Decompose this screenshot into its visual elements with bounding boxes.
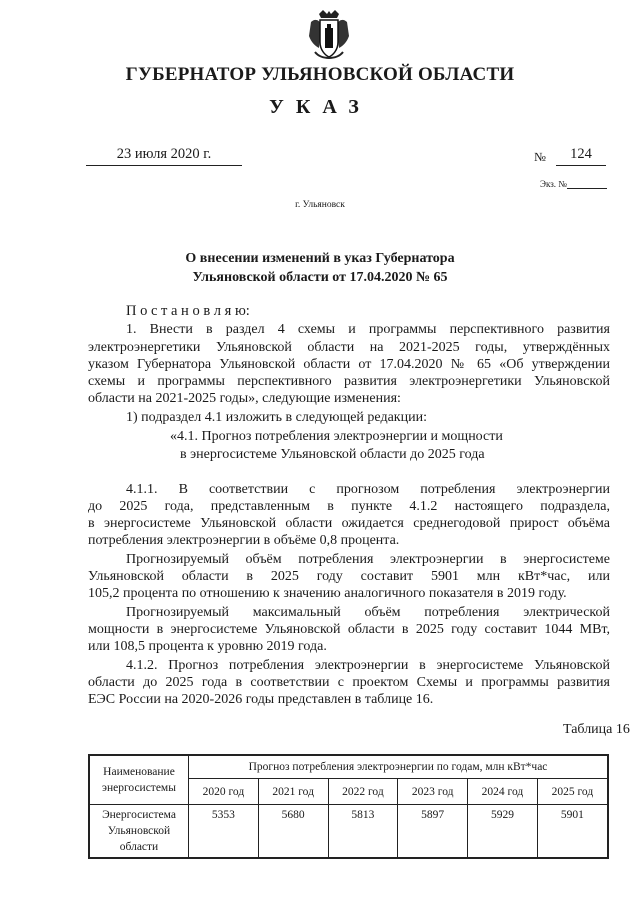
year-header: 2025 год <box>537 779 608 805</box>
governor-title: ГУБЕРНАТОР УЛЬЯНОВСКОЙ ОБЛАСТИ <box>125 64 515 85</box>
body-line: 4.1.2. Прогноз потребления электроэнергии в энергосистеме Ульяновской <box>126 658 610 673</box>
copy-label: Экз. № <box>540 179 567 189</box>
body-line: ЕЭС России на 2020-2026 годы представлен в таблице 16. <box>88 692 434 707</box>
value-cell: 5353 <box>189 805 259 859</box>
subject-line: Ульяновской области от 17.04.2020 № 65 <box>192 270 448 285</box>
forecast-group-header: Прогноз потребления электроэнергии по годам, млн кВт*час <box>189 755 609 779</box>
city: г. Ульяновск <box>295 200 345 210</box>
decree-heading: УКАЗ <box>269 96 371 118</box>
section-title: в энергосистеме Ульяновской области до 2025 года <box>180 447 485 462</box>
copy-blank-line <box>567 179 607 189</box>
body-line: мощности в энергосистеме Ульяновской области в 2025 году составит 1044 МВт, <box>88 622 610 637</box>
value-cell: 5680 <box>258 805 328 859</box>
decree-number: 124 <box>556 146 606 166</box>
forecast-table <box>88 754 609 859</box>
year-header: 2022 год <box>328 779 398 805</box>
value-cell: 5929 <box>468 805 538 859</box>
value-cell: 5813 <box>328 805 398 859</box>
body-line: Прогнозируемый объём потребления электроэнергии в энергосистеме <box>126 552 610 567</box>
value-cell: 5901 <box>537 805 608 859</box>
body-line: электроэнергетики Ульяновской области на 2021-2025 годы, утверждённых <box>88 340 610 355</box>
body-line: области до 2025 года в соответствии с проектом Схемы и программы развития <box>88 675 610 690</box>
table-row <box>89 805 608 859</box>
value-cell: 5897 <box>398 805 468 859</box>
body-line: Ульяновской области в 2025 году составит 5901 млн кВт*час, или <box>88 569 610 584</box>
body-line: потребления электроэнергии в объёме 0,8 процента. <box>88 533 400 548</box>
body-line: 1. Внести в раздел 4 схемы и программы перспективного развития <box>126 322 610 337</box>
ordain-text: П о с т а н о в л я ю: <box>126 303 250 319</box>
decree-date: 23 июля 2020 г. <box>86 146 242 166</box>
body-line: Прогнозируемый максимальный объём потребления электрической <box>126 605 610 620</box>
body-line: 105,2 процента по отношению к значению аналогичного показателя в 2019 году. <box>88 586 567 601</box>
coat-of-arms-icon <box>305 8 353 64</box>
decree-subject <box>0 249 640 287</box>
number-sign: № <box>534 150 546 164</box>
body-line: указом Губернатора Ульяновской области от 17.04.2020 № 65 «Об утверждении <box>88 357 610 372</box>
year-header: 2020 год <box>189 779 259 805</box>
body-line: схемы и программы перспективного развития электроэнергетики Ульяновской <box>88 374 610 389</box>
body-line: 4.1.1. В соответствии с прогнозом потребления электроэнергии <box>126 482 610 497</box>
year-header: 2021 год <box>258 779 328 805</box>
year-header: 2024 год <box>468 779 538 805</box>
table-caption: Таблица 16 <box>563 722 630 737</box>
body-line: до 2025 года, представленным в пункте 4.1.2 настоящего подраздела, <box>88 499 610 514</box>
body-line: 1) подраздел 4.1 изложить в следующей редакции: <box>126 410 427 425</box>
subject-line: О внесении изменений в указ Губернатора <box>185 251 455 266</box>
body-line: или 108,5 процента к уровню 2019 года. <box>88 639 327 654</box>
section-title: «4.1. Прогноз потребления электроэнергии и мощности <box>170 429 503 444</box>
year-header: 2023 год <box>398 779 468 805</box>
body-line: в энергосистеме Ульяновской области ожидается среднегодовой прирост объёма <box>88 516 610 531</box>
name-column-header: Наименование энергосистемы <box>89 755 189 805</box>
body-line: области на 2021-2025 годы», следующие изменения: <box>88 391 401 406</box>
row-name-cell: Энергосистема Ульяновской области <box>89 805 189 859</box>
copy-number <box>540 179 607 189</box>
